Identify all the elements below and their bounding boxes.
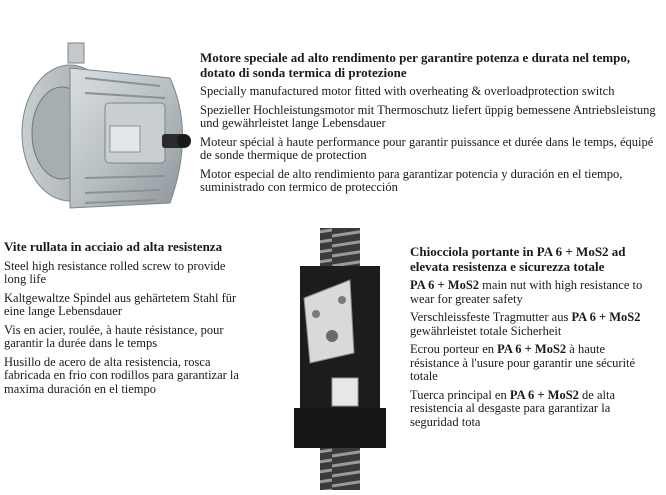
nut-fr-material: PA 6 + MoS2 [497, 342, 567, 356]
nut-text-fr [410, 343, 655, 384]
nut-en-material: PA 6 + MoS2 [410, 278, 480, 292]
screw-description [4, 240, 244, 396]
nut-text-es [410, 389, 655, 430]
screw-text-es: Husillo de acero de alta resistencia, rosca fabricada en frio con rodillos para garantizar la maxima duración en el tiempo [4, 354, 239, 396]
motor-description [200, 51, 664, 195]
motor-text-de: Spezieller Hochleistungsmotor mit Thermoschutz liefert üppig bemessene Antriebsleistung und gewährleistet lange Lebensdauer [200, 102, 656, 130]
motor-photo [10, 38, 200, 233]
motor-text-es: Motor especial de alto rendimiento para garantizar potencia y duración en el tiempo, suministrado con termico de protección [200, 166, 623, 194]
nut-text-en [410, 279, 655, 306]
motor-title: Motore speciale ad alto rendimento per garantire potenza e durata nel tempo, dotato di sonda termica di protezione [200, 50, 631, 80]
screw-text-en: Steel high resistance rolled screw to provide long life [4, 258, 226, 286]
nut-description [410, 245, 655, 429]
nut-de-material: PA 6 + MoS2 [571, 310, 641, 324]
nut-text-de [410, 311, 655, 338]
nut-es-material: PA 6 + MoS2 [509, 387, 579, 402]
nut-es-pre: Tuerca principal en [410, 387, 510, 402]
nut-es-rest: de alta resistencia al desgaste para garantizar la seguridad tota [410, 387, 615, 429]
nut-fr-rest: à haute résistance à l'usure pour garantir une sécurité totale [410, 342, 636, 383]
nut-de-pre: Verschleissfeste Tragmutter aus [410, 310, 572, 324]
nut-title: Chiocciola portante in PA 6 + MoS2 ad elevata resistenza e sicurezza totale [410, 244, 626, 274]
motor-text-en: Specially manufactured motor fitted with overheating & overloadprotection switch [200, 84, 615, 98]
screw-title: Vite rullata in acciaio ad alta resistenza [4, 239, 223, 254]
nut-de-rest: gewährleistet totale Sicherheit [410, 323, 562, 338]
motor-text-fr: Moteur spécial à haute performance pour garantir puissance et durée dans le temps, équipé de sonde thermique de protection [200, 134, 654, 162]
screw-text-fr: Vis en acier, roulée, à haute résistance, pour garantir la durée dans le temps [4, 322, 224, 350]
nut-fr-pre: Ecrou porteur en [410, 342, 498, 356]
screw-text-de: Kaltgewaltze Spindel aus gehärtetem Stahl für eine lange Lebensdauer [4, 290, 237, 318]
screw-nut-photo [292, 228, 402, 490]
nut-en-rest: main nut with high resistance to wear for greater safety [410, 278, 643, 306]
